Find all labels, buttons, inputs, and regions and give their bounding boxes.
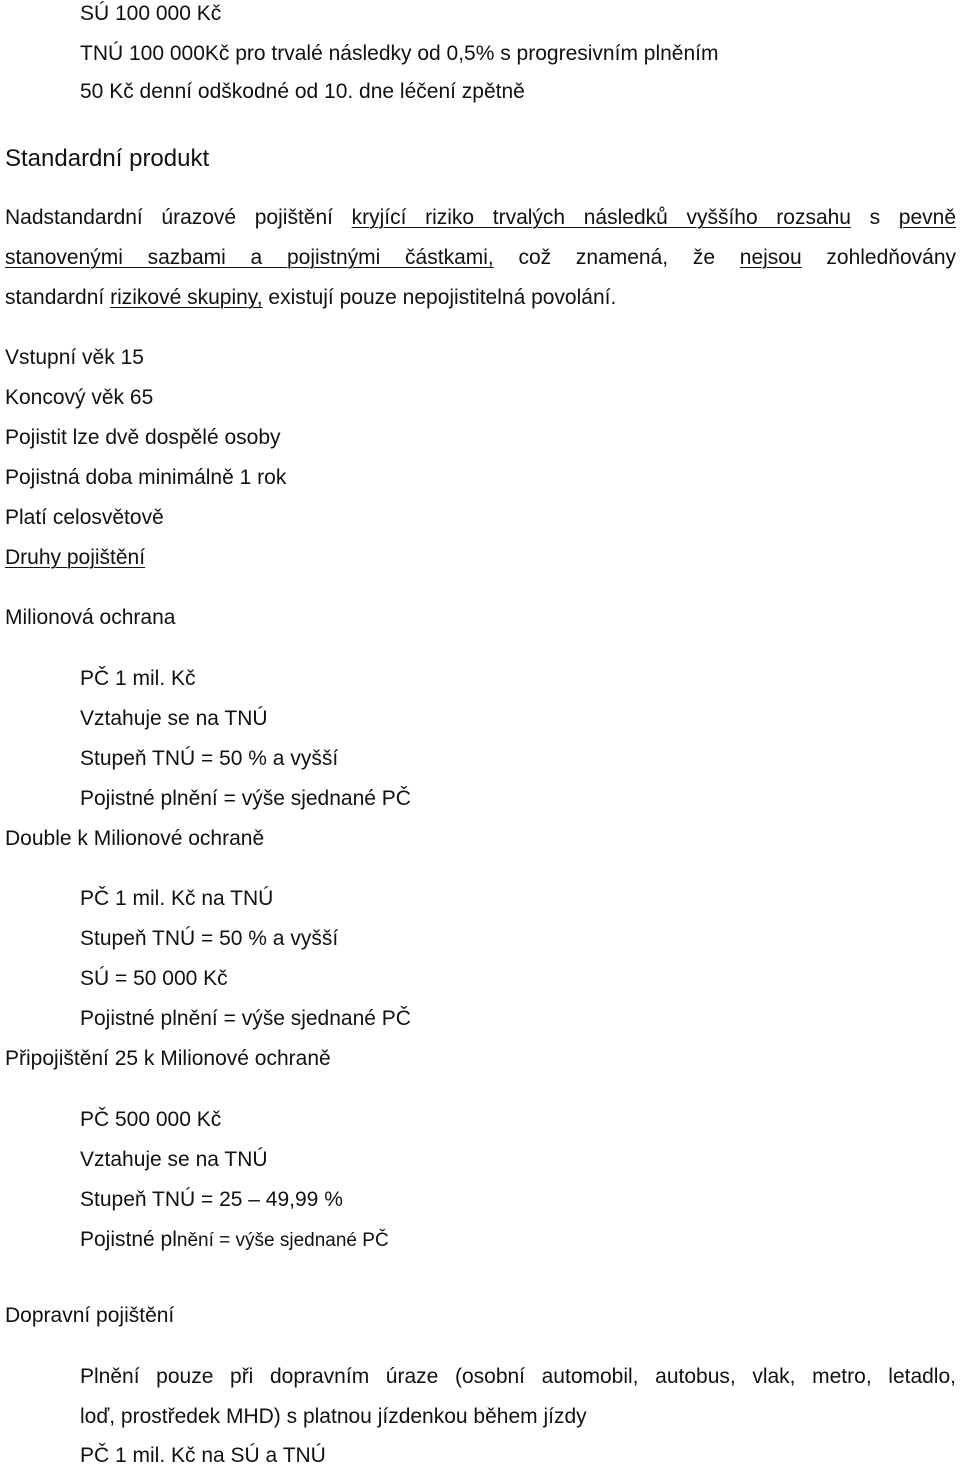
rider-heading: Připojištění 25 k Milionové ochraně: [5, 1047, 331, 1070]
p1-text-a: Nadstandardní úrazové pojištění: [5, 206, 352, 229]
million-item-3: Stupeň TNÚ = 50 % a vyšší: [80, 747, 339, 770]
million-item-1: PČ 1 mil. Kč: [80, 667, 196, 690]
standard-heading: Standardní produkt: [5, 145, 210, 172]
standard-paragraph-line-3: [5, 286, 616, 310]
double-heading: Double k Milionové ochraně: [5, 827, 265, 850]
transport-line-3: PČ 1 mil. Kč na SÚ a TNÚ: [80, 1444, 326, 1467]
million-heading: Milionová ochrana: [5, 606, 176, 629]
p1-text-b: s: [850, 206, 899, 229]
param-term: Pojistná doba minimálně 1 rok: [5, 466, 287, 489]
link-rizikove-skupiny[interactable]: rizikové skupiny,: [110, 286, 263, 309]
p2-text-b: což znamená, že: [493, 246, 740, 269]
rider-item-2: Vztahuje se na TNÚ: [80, 1148, 268, 1171]
transport-heading: Dopravní pojištění: [5, 1304, 175, 1327]
p3-text-b: existují pouze nepojistitelná povolání.: [262, 286, 617, 309]
double-item-3: SÚ = 50 000 Kč: [80, 967, 228, 990]
transport-line-2: loď, prostředek MHD) s platnou jízdenkou během jízdy: [80, 1405, 587, 1428]
top-line-2: TNÚ 100 000Kč pro trvalé následky od 0,5% s progresivním plněním: [80, 42, 719, 65]
rider-item-4: [80, 1228, 389, 1253]
param-persons: Pojistit lze dvě dospělé osoby: [5, 426, 281, 449]
link-druhy-pojisteni[interactable]: Druhy pojištění: [5, 546, 146, 569]
million-item-4: Pojistné plnění = výše sjednané PČ: [80, 787, 411, 810]
double-item-2: Stupeň TNÚ = 50 % a vyšší: [80, 927, 339, 950]
param-end-age: Koncový věk 65: [5, 386, 154, 409]
link-kryjici-riziko[interactable]: kryjící riziko trvalých následků vyššího rozsahu: [351, 206, 851, 229]
p3-text-a: standardní: [5, 286, 111, 309]
rider-item-3: Stupeň TNÚ = 25 – 49,99 %: [80, 1188, 343, 1211]
rider-item-1: PČ 500 000 Kč: [80, 1108, 222, 1131]
param-worldwide: Platí celosvětově: [5, 506, 164, 529]
double-item-4: Pojistné plnění = výše sjednané PČ: [80, 1007, 411, 1030]
top-line-3: 50 Kč denní odškodné od 10. dne léčení zpětně: [80, 80, 525, 103]
p2-text-c: zohledňovány: [801, 246, 957, 269]
top-line-1: SÚ 100 000 Kč: [80, 2, 222, 25]
transport-line-1: Plnění pouze při dopravním úraze (osobní automobil, autobus, vlak, metro, letadlo,: [80, 1365, 956, 1388]
link-stanovenymi-sazbami[interactable]: stanovenými sazbami a pojistnými částkami,: [5, 246, 494, 269]
million-item-2: Vztahuje se na TNÚ: [80, 707, 268, 730]
param-entry-age: Vstupní věk 15: [5, 346, 144, 369]
standard-paragraph-line-2: [5, 246, 956, 270]
link-pevne[interactable]: pevně: [898, 206, 956, 229]
rider-item-4-a: Pojistné pl: [80, 1228, 177, 1251]
standard-paragraph-line-1: [5, 206, 956, 230]
double-item-1: PČ 1 mil. Kč na TNÚ: [80, 887, 274, 910]
link-nejsou[interactable]: nejsou: [739, 246, 802, 269]
rider-item-4-b: nění = výše sjednané PČ: [176, 1230, 389, 1251]
